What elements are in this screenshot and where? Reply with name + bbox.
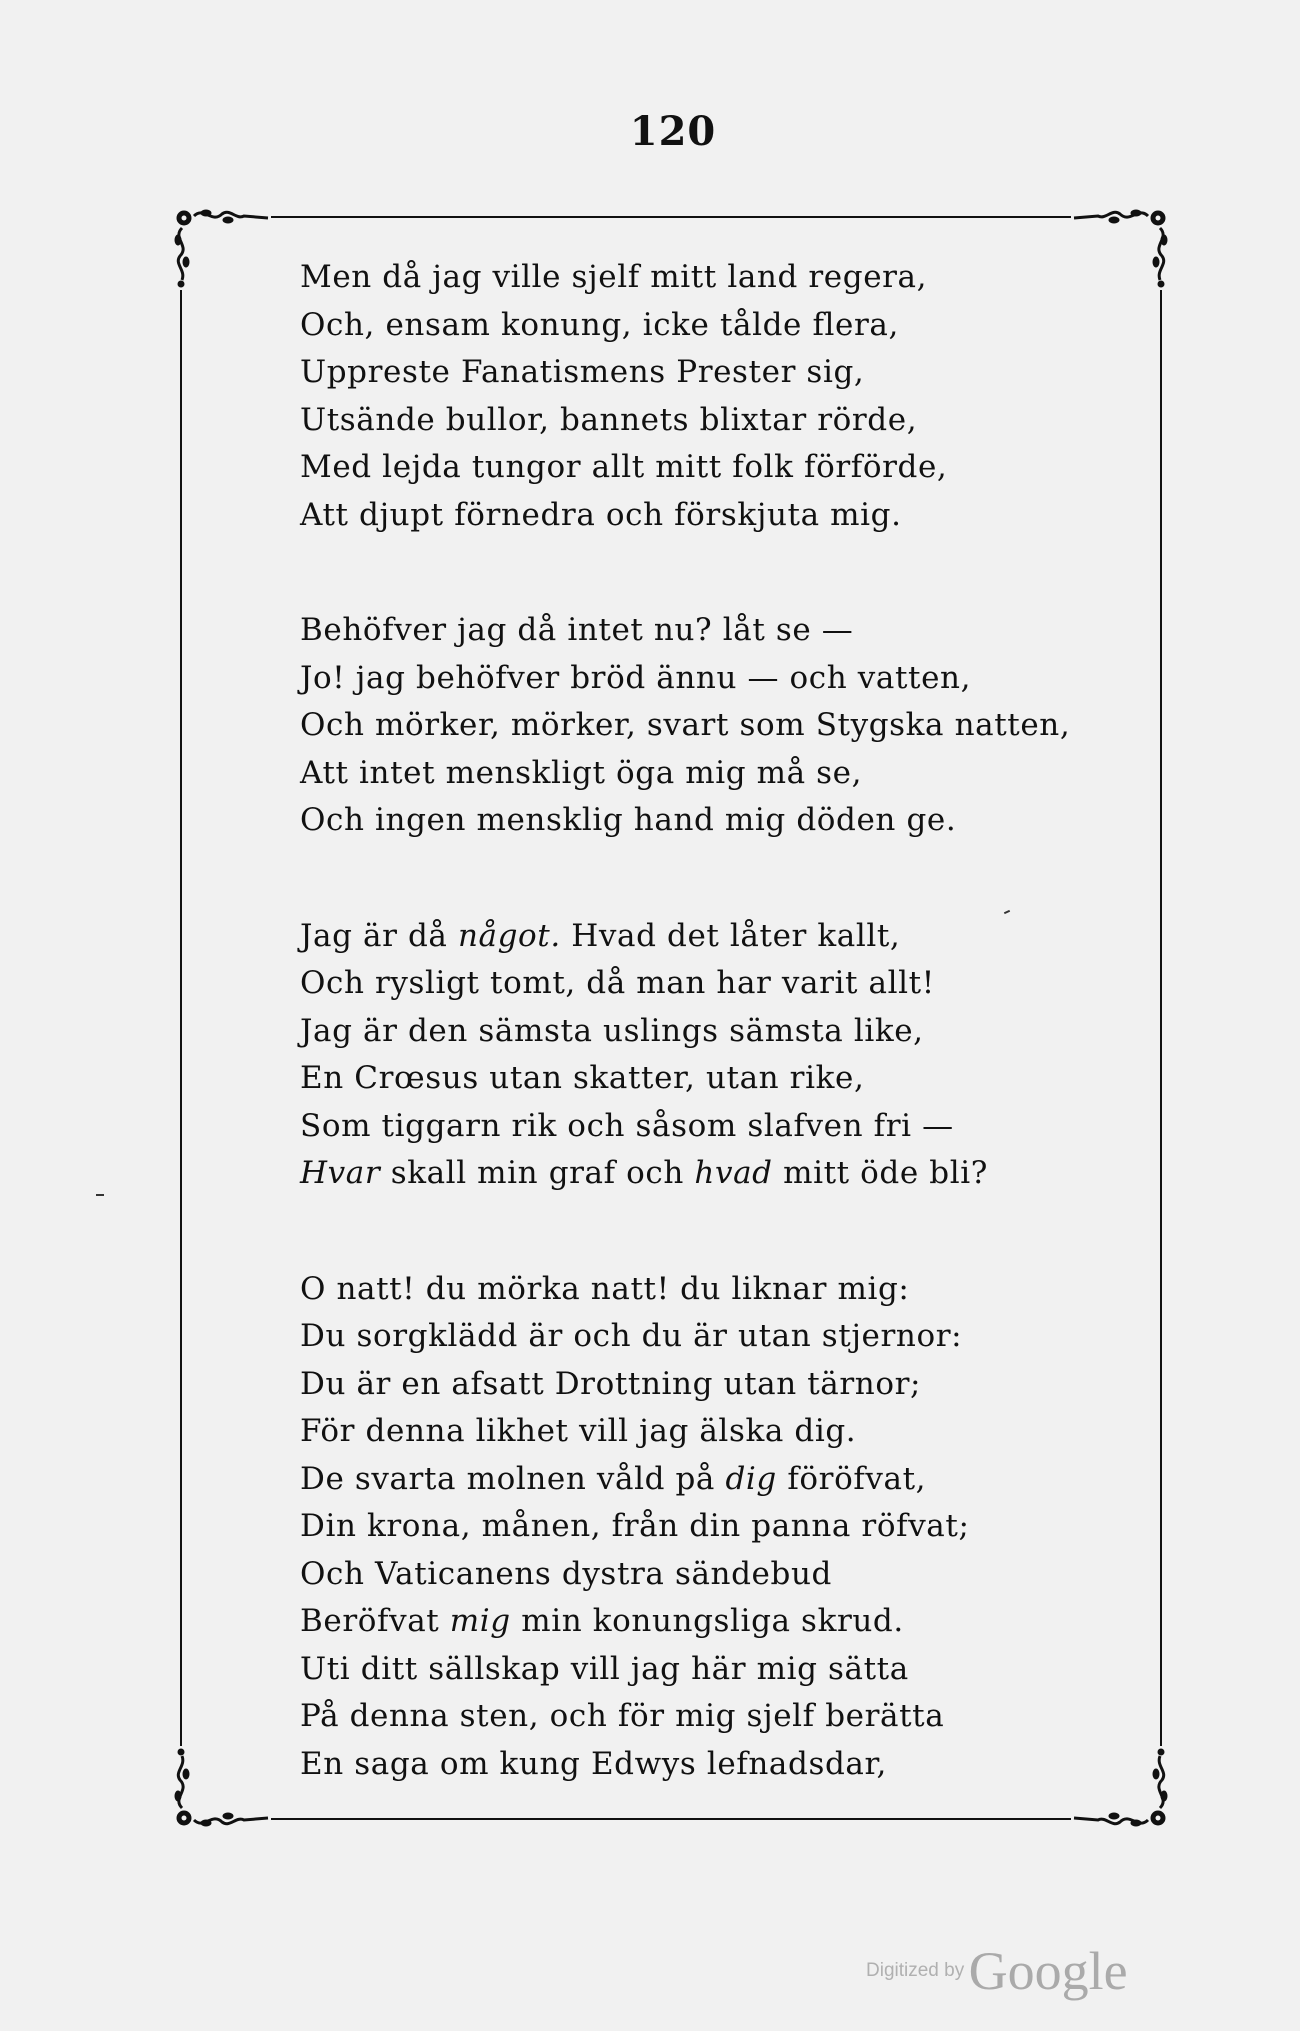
- verse-line: [300, 607, 1100, 655]
- verse-line: [300, 1551, 1100, 1599]
- verse-line: [300, 397, 1100, 445]
- stray-ink-mark: [96, 1194, 104, 1196]
- floral-corner-ornament-icon: [170, 1732, 270, 1832]
- verse-line: [300, 1456, 1100, 1504]
- verse-text: En Crœsus utan skatter, utan rike,: [300, 1060, 865, 1096]
- verse-line: [300, 1103, 1100, 1151]
- poem-text: [300, 254, 1100, 1856]
- verse-text: Du sorgklädd är och du är utan stjernor:: [300, 1318, 963, 1354]
- verse-line: [300, 349, 1100, 397]
- stanza: [300, 254, 1100, 539]
- verse-text: Behöfver jag då intet nu? låt se —: [300, 612, 854, 648]
- verse-text: För denna likhet vill jag älska dig.: [300, 1413, 857, 1449]
- verse-line: [300, 1408, 1100, 1456]
- verse-text: Din krona, månen, från din panna röfvat;: [300, 1508, 970, 1544]
- verse-text: Jag är då: [300, 917, 458, 954]
- watermark-brand-logo: Google: [968, 1941, 1128, 2001]
- verse-text: Jo! jag behöfver bröd ännu — och vatten,: [300, 659, 972, 696]
- border-line-left: [180, 290, 182, 1746]
- verse-text: Och ingen mensklig hand mig döden ge.: [300, 802, 957, 838]
- verse-line: [300, 1313, 1100, 1361]
- verse-text: Uppreste Fanatismens Prester sig,: [300, 354, 865, 390]
- verse-line: [300, 655, 1100, 703]
- italic-word: hvad: [694, 1155, 773, 1191]
- verse-text: De svarta molnen våld på: [300, 1460, 726, 1497]
- verse-text: Att intet menskligt öga mig må se,: [300, 754, 863, 791]
- verse-line: [300, 750, 1100, 798]
- verse-text: Hvad det låter kallt,: [560, 917, 901, 954]
- verse-line: [300, 254, 1100, 302]
- verse-text: Och mörker, mörker, svart som Stygska natten,: [300, 707, 1071, 743]
- watermark-prefix: Digitized by: [866, 1960, 965, 1981]
- verse-line: [300, 1008, 1100, 1056]
- verse-text: O natt! du mörka natt! du liknar mig:: [300, 1270, 910, 1307]
- verse-line: [300, 1598, 1100, 1646]
- verse-line: [300, 1741, 1100, 1789]
- verse-line: [300, 913, 1100, 961]
- verse-text: Och, ensam konung, icke tålde flera,: [300, 306, 899, 343]
- verse-text: föröfvat,: [776, 1460, 927, 1497]
- verse-line: [300, 702, 1100, 750]
- verse-text: Med lejda tungor allt mitt folk förförde,: [300, 449, 948, 485]
- italic-word: dig: [725, 1460, 777, 1497]
- verse-line: [300, 1055, 1100, 1103]
- verse-text: Men då jag ville sjelf mitt land regera,: [300, 259, 928, 295]
- verse-text: Utsände bullor, bannets blixtar rörde,: [300, 401, 918, 438]
- verse-text: skall min graf och: [380, 1155, 695, 1191]
- verse-text: Att djupt förnedra och förskjuta mig.: [300, 496, 902, 533]
- verse-line: [300, 1646, 1100, 1694]
- verse-text: Som tiggarn rik och såsom slafven fri —: [300, 1107, 954, 1144]
- stanza: [300, 913, 1100, 1198]
- stanza: [300, 607, 1100, 845]
- verse-text: Uti ditt sällskap vill jag här mig sätta: [300, 1650, 909, 1687]
- verse-line: [300, 302, 1100, 350]
- italic-word: Hvar: [300, 1155, 381, 1191]
- verse-line: [300, 1503, 1100, 1551]
- verse-line: [300, 960, 1100, 1008]
- verse-line: [300, 444, 1100, 492]
- verse-text: Jag är den sämsta uslings sämsta like,: [300, 1012, 924, 1049]
- verse-line: [300, 1693, 1100, 1741]
- italic-word: mig: [449, 1603, 511, 1639]
- verse-text: Beröfvat: [300, 1603, 450, 1639]
- verse-text: mitt öde bli?: [772, 1155, 988, 1191]
- verse-text: Du är en afsatt Drottning utan tärnor;: [300, 1365, 922, 1402]
- verse-line: [300, 492, 1100, 540]
- italic-word: något.: [457, 917, 561, 954]
- verse-text: Och rysligt tomt, då man har varit allt!: [300, 965, 935, 1001]
- verse-text: min konungsliga skrud.: [510, 1603, 904, 1639]
- verse-line: [300, 1266, 1100, 1314]
- verse-line: [300, 1361, 1100, 1409]
- verse-text: På denna sten, och för mig sjelf berätta: [300, 1698, 945, 1734]
- verse-line: [300, 797, 1100, 845]
- border-line-right: [1160, 290, 1162, 1746]
- stanza: [300, 1266, 1100, 1789]
- digitized-watermark: [866, 1940, 1128, 2002]
- border-line-top: [271, 216, 1071, 218]
- page-number: 120: [629, 108, 717, 155]
- verse-line: [300, 1150, 1100, 1198]
- verse-text: Och Vaticanens dystra sändebud: [300, 1555, 832, 1592]
- floral-corner-ornament-icon: [170, 204, 270, 304]
- verse-text: En saga om kung Edwys lefnadsdar,: [300, 1745, 887, 1782]
